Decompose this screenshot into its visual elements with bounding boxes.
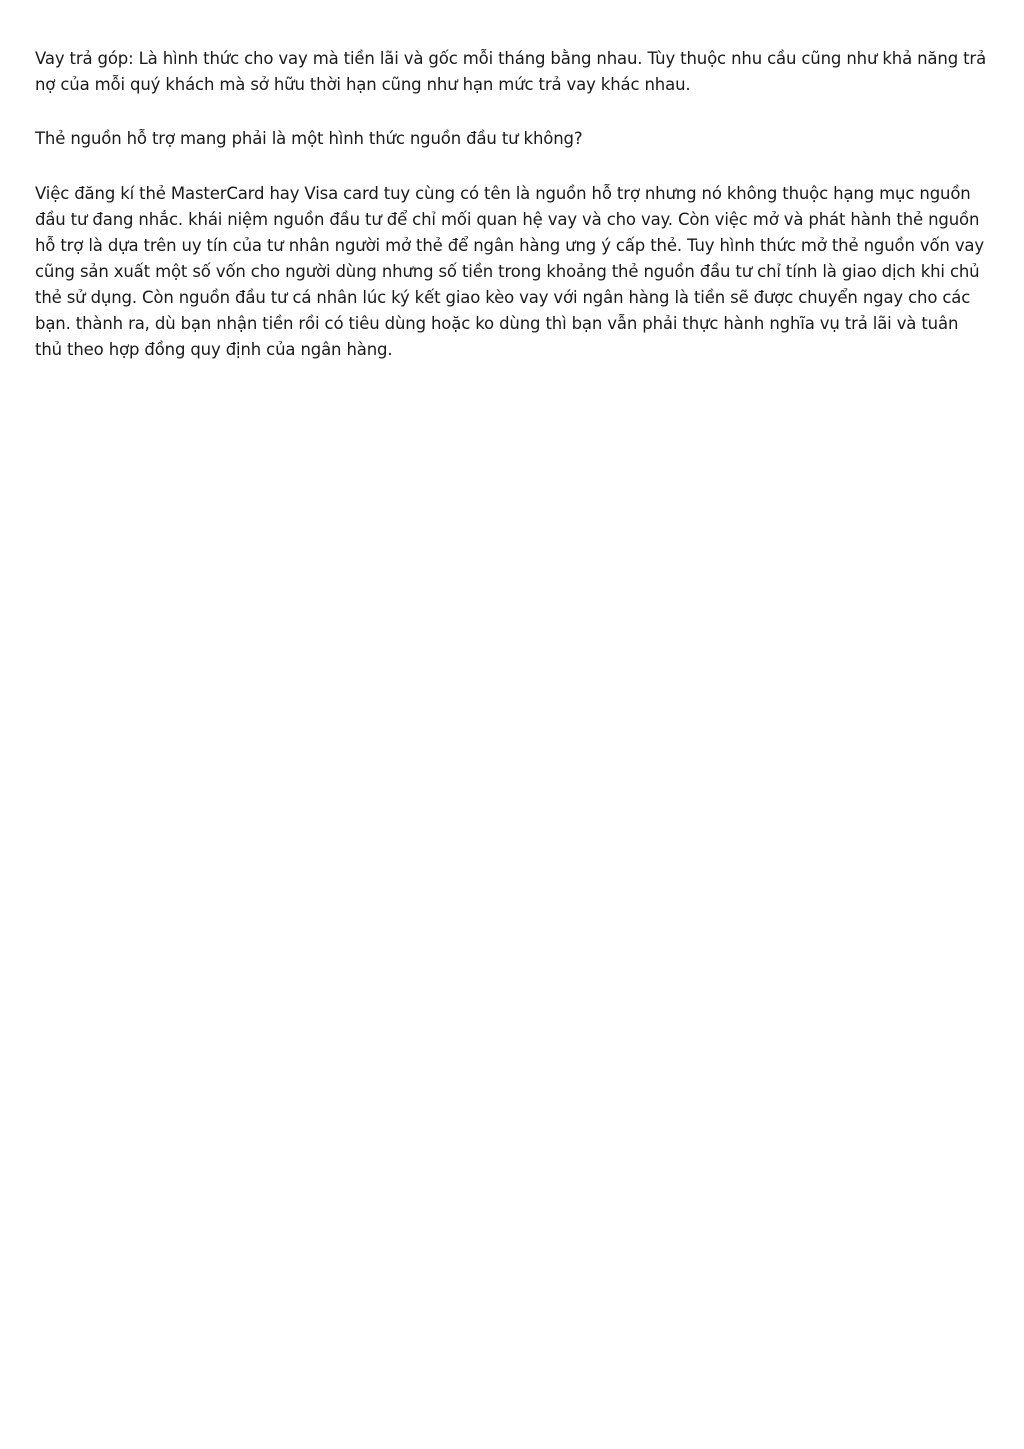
document-page [35, 46, 987, 391]
paragraph-installment-loan: Vay trả góp: Là hình thức cho vay mà tiền lãi và gốc mỗi tháng bằng nhau. Tùy thuộc nhu cầu cũng như khả năng trả nợ của mỗi quý khách mà sở hữu thời hạn cũng như hạn mức trả vay khác nhau. [35, 49, 987, 94]
paragraph-question: Thẻ nguồn hỗ trợ mang phải là một hình thức nguồn đầu tư không? [35, 129, 583, 148]
paragraph-card-explanation: Việc đăng kí thẻ MasterCard hay Visa card tuy cùng có tên là nguồn hỗ trợ nhưng nó không thuộc hạng mục nguồn đầu tư đang nhắc. khái niệm nguồn đầu tư để chỉ mối quan hệ vay và cho vay. Còn việc mở và phát hành thẻ nguồn hỗ trợ là dựa trên uy tín của tư nhân người mở thẻ để ngân hàng ưng ý cấp thẻ. Tuy hình thức mở thẻ nguồn vốn vay cũng sản xuất một số vốn cho người dùng nhưng số tiền trong khoảng thẻ nguồn đầu tư chỉ tính là giao dịch khi chủ thẻ sử dụng. Còn nguồn đầu tư cá nhân lúc ký kết giao kèo vay với ngân hàng là tiền sẽ được chuyển ngay cho các bạn. thành ra, dù bạn nhận tiền rồi có tiêu dùng hoặc ko dùng thì bạn vẫn phải thực hành nghĩa vụ trả lãi và tuân thủ theo hợp đồng quy định của ngân hàng. [35, 184, 985, 359]
